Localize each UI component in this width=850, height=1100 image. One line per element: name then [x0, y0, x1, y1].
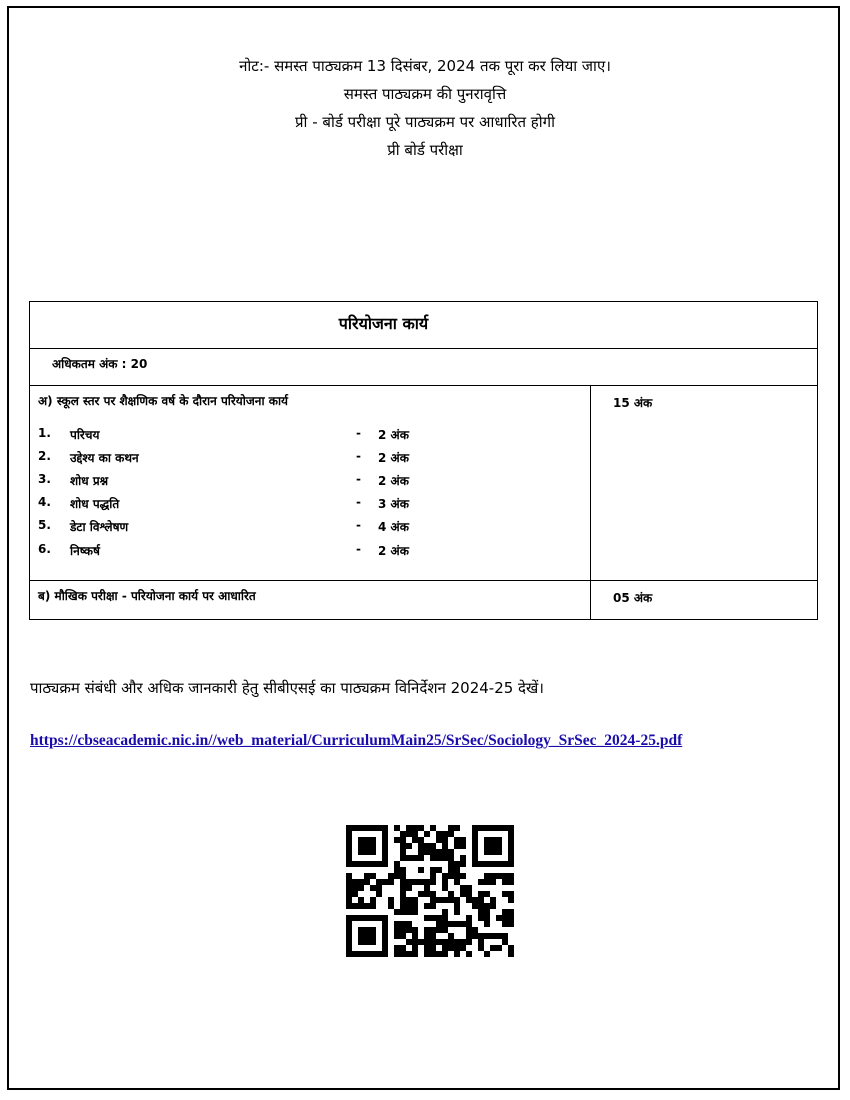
- project-work-table: [29, 301, 818, 620]
- section-b-marks-cell: [591, 581, 818, 620]
- section-b-marks: 05 अंक: [613, 591, 653, 605]
- section-b-cell: [30, 581, 591, 620]
- note-line-4: प्री बोर्ड परीक्षा: [387, 141, 463, 159]
- curriculum-link[interactable]: https://cbseacademic.nic.in//web_material/CurriculumMain25/SrSec/Sociology_SrSec_2024-25.pdf: [30, 732, 683, 749]
- info-text: पाठ्यक्रम संबंधी और अधिक जानकारी हेतु सीबीएसई का पाठ्यक्रम विनिर्देशन 2024-25 देखें।: [30, 679, 544, 697]
- qr-code-icon: [346, 825, 514, 957]
- header-notes: [0, 52, 850, 164]
- table-title-cell: [30, 302, 818, 349]
- section-a-marks-cell: [591, 386, 818, 581]
- max-marks: अधिकतम अंक : 20: [52, 357, 148, 371]
- section-b-label: ब) मौखिक परीक्षा - परियोजना कार्य पर आधारित: [38, 589, 256, 603]
- note-line-2: समस्त पाठ्यक्रम की पुनरावृत्ति: [343, 85, 507, 103]
- section-a-label: अ) स्कूल स्तर पर शैक्षणिक वर्ष के दौरान परियोजना कार्य: [38, 394, 289, 408]
- note-line-1: नोट:- समस्त पाठ्यक्रम 13 दिसंबर, 2024 तक पूरा कर लिया जाए।: [239, 57, 611, 75]
- section-a-marks: 15 अंक: [613, 396, 653, 410]
- section-a-cell: अ) स्कूल स्तर पर शैक्षणिक वर्ष के दौरान परियोजना कार्य 1. परिचय - 2 अंक 2. उद्देश्य का कथन - 2 अंक 3. शोध प्रश्न - 2 अंक 4. शोध पद्धति - 3 अंक 5. डेटा विश्लेषण - 4 अंक 6. निष्कर्ष - 2 अंक: [30, 386, 591, 581]
- table-title: परियोजना कार्य: [338, 314, 429, 333]
- max-marks-cell: [30, 349, 818, 386]
- note-line-3: प्री - बोर्ड परीक्षा पूरे पाठ्यक्रम पर आधारित होगी: [295, 113, 555, 131]
